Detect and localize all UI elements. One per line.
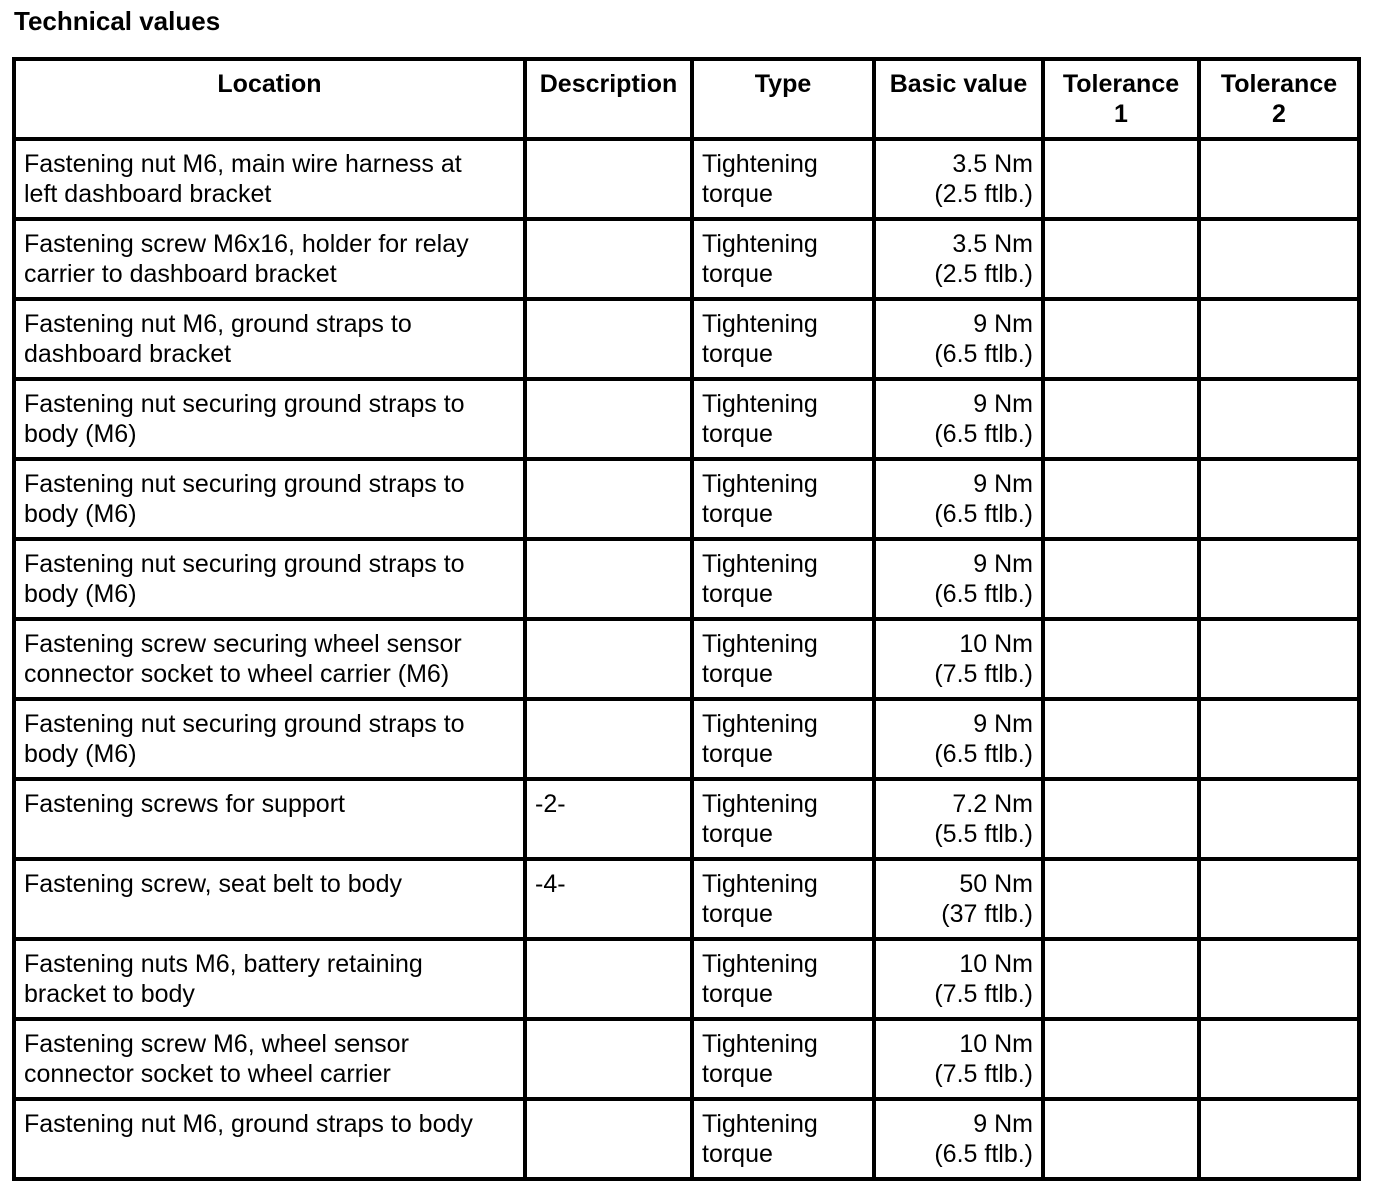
basic-value-cell-line2: (6.5 ftlb.) [934,500,1033,528]
basic-value-cell-line2: (5.5 ftlb.) [934,820,1033,848]
location-cell-line2: carrier to dashboard bracket [24,260,337,288]
location-cell-line1: Fastening nut securing ground straps to [24,550,465,578]
type-cell-line2: torque [702,260,773,288]
table-row [14,379,1359,459]
location-cell [14,1019,525,1099]
type-cell [692,539,874,619]
basic-value-cell [874,939,1043,1019]
header-tolerance-2 [1199,59,1359,139]
description-cell: -2- [525,779,692,859]
type-cell-line1: Tightening [702,1030,818,1058]
basic-value-cell [874,1019,1043,1099]
tolerance-1-cell [1043,699,1199,779]
location-cell-line1: Fastening nut M6, ground straps to [24,310,412,338]
type-cell-line2: torque [702,980,773,1008]
basic-value-cell [874,619,1043,699]
type-cell [692,779,874,859]
table-row [14,1019,1359,1099]
type-cell-line2: torque [702,420,773,448]
tolerance-1-cell [1043,459,1199,539]
location-cell-line1: Fastening nut M6, main wire harness at [24,150,462,178]
type-cell-line2: torque [702,1060,773,1088]
basic-value-cell-line1: 50 Nm [959,870,1033,898]
tolerance-2-cell [1199,859,1359,939]
description-cell [525,1099,692,1179]
type-cell-line1: Tightening [702,790,818,818]
type-cell [692,299,874,379]
basic-value-cell-line2: (6.5 ftlb.) [934,740,1033,768]
tolerance-1-cell [1043,939,1199,1019]
description-cell [525,619,692,699]
location-cell [14,859,525,939]
tolerance-2-cell [1199,939,1359,1019]
location-cell [14,459,525,539]
location-cell-line2: body (M6) [24,740,137,768]
tolerance-1-cell [1043,299,1199,379]
type-cell-line1: Tightening [702,630,818,658]
basic-value-cell-line2: (6.5 ftlb.) [934,580,1033,608]
type-cell-line1: Tightening [702,310,818,338]
table-row [14,459,1359,539]
table-row [14,779,1359,859]
location-cell-line2: dashboard bracket [24,340,232,368]
location-cell-line2: body (M6) [24,420,137,448]
location-cell-line1: Fastening nut M6, ground straps to body [24,1110,473,1138]
table-row [14,1099,1359,1179]
basic-value-cell [874,299,1043,379]
description-cell [525,939,692,1019]
location-cell [14,1099,525,1179]
location-cell-line1: Fastening screws for support [24,790,345,818]
type-cell [692,219,874,299]
location-cell-line1: Fastening screw, seat belt to body [24,870,402,898]
type-cell-line2: torque [702,740,773,768]
type-cell-line1: Tightening [702,1110,818,1138]
description-cell [525,1019,692,1099]
location-cell-line1: Fastening screw M6x16, holder for relay [24,230,469,258]
location-cell-line1: Fastening screw securing wheel sensor [24,630,462,658]
type-cell-line2: torque [702,180,773,208]
basic-value-cell [874,219,1043,299]
table-row [14,859,1359,939]
tolerance-2-cell [1199,139,1359,219]
basic-value-cell [874,539,1043,619]
type-cell [692,459,874,539]
basic-value-cell-line1: 10 Nm [959,1030,1033,1058]
tolerance-2-cell [1199,1019,1359,1099]
location-cell [14,299,525,379]
tolerance-2-cell [1199,699,1359,779]
description-cell [525,699,692,779]
header-row [14,59,1359,139]
basic-value-cell-line2: (7.5 ftlb.) [934,1060,1033,1088]
tolerance-2-cell [1199,459,1359,539]
description-cell [525,219,692,299]
basic-value-cell-line1: 7.2 Nm [952,790,1033,818]
type-cell [692,939,874,1019]
table-row [14,139,1359,219]
tolerance-1-cell [1043,379,1199,459]
tolerance-1-cell [1043,779,1199,859]
tolerance-2-cell [1199,539,1359,619]
type-cell-line2: torque [702,900,773,928]
location-cell-line1: Fastening nut securing ground straps to [24,390,465,418]
type-cell [692,619,874,699]
location-cell [14,539,525,619]
location-cell-line2: connector socket to wheel carrier (M6) [24,660,450,688]
type-cell-line1: Tightening [702,870,818,898]
table-row [14,699,1359,779]
type-cell [692,859,874,939]
header-description: Description [525,59,692,139]
location-cell-line2: body (M6) [24,500,137,528]
location-cell [14,219,525,299]
type-cell-line1: Tightening [702,550,818,578]
description-cell [525,299,692,379]
basic-value-cell-line1: 9 Nm [973,1110,1033,1138]
description-cell [525,139,692,219]
location-cell-line2: left dashboard bracket [24,180,272,208]
type-cell-line1: Tightening [702,390,818,418]
header-location: Location [14,59,525,139]
tolerance-2-cell [1199,1099,1359,1179]
basic-value-cell-line2: (7.5 ftlb.) [934,660,1033,688]
type-cell [692,379,874,459]
basic-value-cell [874,699,1043,779]
type-cell [692,1099,874,1179]
basic-value-cell [874,859,1043,939]
header-tolerance-2-line2: 2 [1272,100,1286,128]
basic-value-cell-line1: 10 Nm [959,950,1033,978]
basic-value-cell-line1: 9 Nm [973,390,1033,418]
description-cell [525,539,692,619]
basic-value-cell-line1: 9 Nm [973,310,1033,338]
basic-value-cell-line1: 3.5 Nm [952,230,1033,258]
type-cell [692,1019,874,1099]
tolerance-2-cell [1199,619,1359,699]
location-cell-line2: body (M6) [24,580,137,608]
header-tolerance-2-line1: Tolerance [1220,70,1338,98]
type-cell [692,699,874,779]
tolerance-1-cell [1043,619,1199,699]
type-cell-line1: Tightening [702,950,818,978]
basic-value-cell-line1: 9 Nm [973,710,1033,738]
basic-value-cell [874,459,1043,539]
basic-value-cell [874,379,1043,459]
type-cell-line2: torque [702,660,773,688]
tolerance-1-cell [1043,219,1199,299]
location-cell [14,619,525,699]
table-row [14,219,1359,299]
type-cell-line2: torque [702,820,773,848]
table-row [14,299,1359,379]
table-row [14,619,1359,699]
basic-value-cell-line1: 10 Nm [959,630,1033,658]
table-header [14,59,1359,139]
location-cell [14,379,525,459]
type-cell-line2: torque [702,1140,773,1168]
header-tolerance-1 [1043,59,1199,139]
location-cell-line1: Fastening screw M6, wheel sensor [24,1030,409,1058]
basic-value-cell-line1: 9 Nm [973,470,1033,498]
basic-value-cell-line2: (2.5 ftlb.) [934,180,1033,208]
location-cell-line2: connector socket to wheel carrier [24,1060,391,1088]
type-cell-line2: torque [702,500,773,528]
basic-value-cell [874,139,1043,219]
technical-values-table [12,57,1361,1181]
type-cell-line2: torque [702,340,773,368]
header-tolerance-1-line2: 1 [1114,100,1128,128]
description-cell: -4- [525,859,692,939]
tolerance-1-cell [1043,1099,1199,1179]
tolerance-2-cell [1199,779,1359,859]
location-cell [14,939,525,1019]
location-cell-line1: Fastening nut securing ground straps to [24,470,465,498]
tolerance-2-cell [1199,219,1359,299]
tolerance-1-cell [1043,139,1199,219]
type-cell-line2: torque [702,580,773,608]
location-cell [14,699,525,779]
type-cell-line1: Tightening [702,150,818,178]
page-title: Technical values [14,6,221,36]
description-cell [525,459,692,539]
basic-value-cell-line2: (6.5 ftlb.) [934,1140,1033,1168]
location-cell-line2: bracket to body [24,980,195,1008]
location-cell [14,779,525,859]
tolerance-1-cell [1043,859,1199,939]
header-type: Type [692,59,874,139]
basic-value-cell-line1: 9 Nm [973,550,1033,578]
tolerance-2-cell [1199,379,1359,459]
basic-value-cell-line1: 3.5 Nm [952,150,1033,178]
basic-value-cell-line2: (7.5 ftlb.) [934,980,1033,1008]
type-cell-line1: Tightening [702,710,818,738]
description-cell [525,379,692,459]
tolerance-1-cell [1043,1019,1199,1099]
table-row [14,539,1359,619]
tolerance-1-cell [1043,539,1199,619]
basic-value-cell-line2: (2.5 ftlb.) [934,260,1033,288]
header-basic-value: Basic value [874,59,1043,139]
basic-value-cell-line2: (37 ftlb.) [941,900,1033,928]
table-row [14,939,1359,1019]
type-cell-line1: Tightening [702,470,818,498]
basic-value-cell-line2: (6.5 ftlb.) [934,340,1033,368]
table-body [14,139,1359,1179]
basic-value-cell [874,1099,1043,1179]
basic-value-cell [874,779,1043,859]
header-tolerance-1-line1: Tolerance [1062,70,1180,98]
basic-value-cell-line2: (6.5 ftlb.) [934,420,1033,448]
type-cell-line1: Tightening [702,230,818,258]
tolerance-2-cell [1199,299,1359,379]
location-cell-line1: Fastening nuts M6, battery retaining [24,950,423,978]
location-cell-line1: Fastening nut securing ground straps to [24,710,465,738]
location-cell [14,139,525,219]
type-cell [692,139,874,219]
